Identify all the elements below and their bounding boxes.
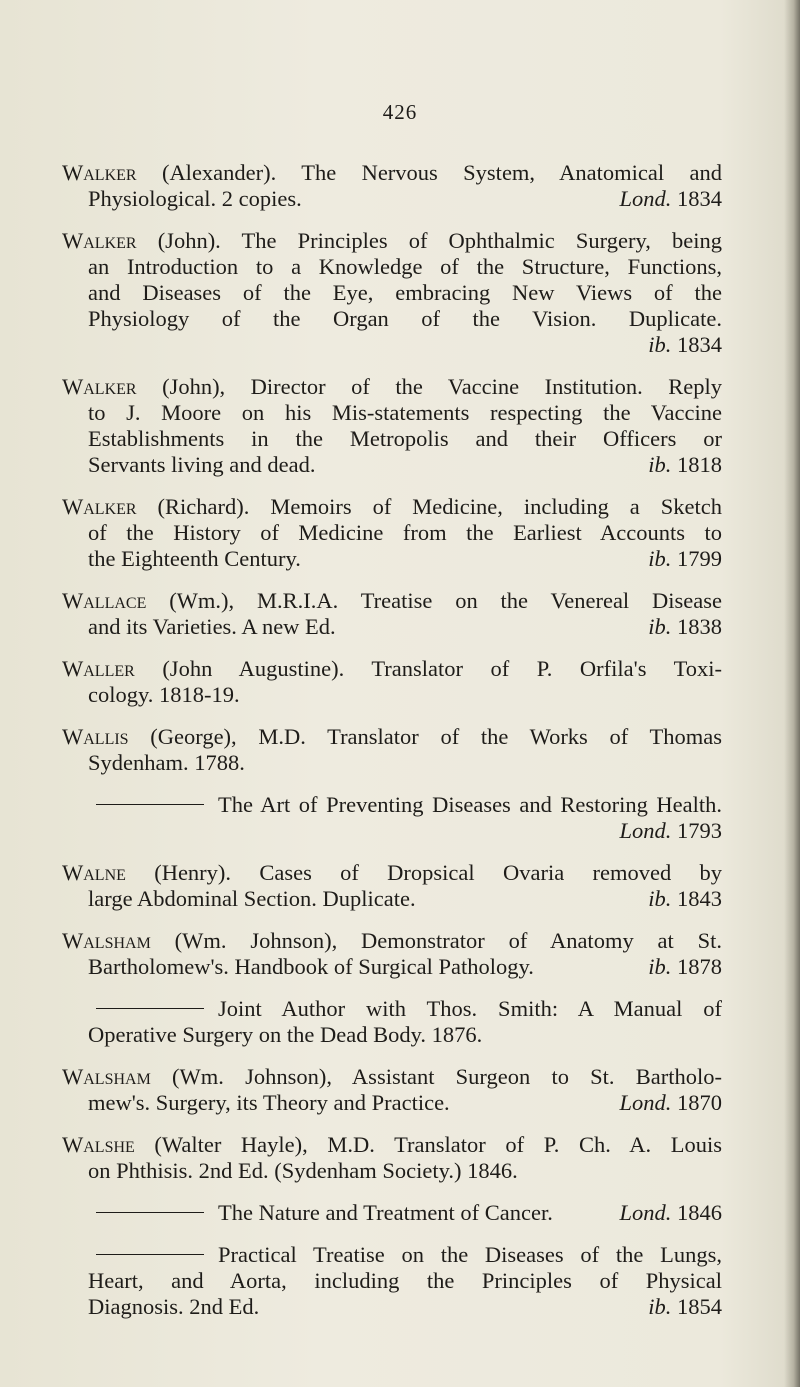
entry-line-text: [88, 886, 416, 912]
entry-text: Heart, and Aorta, including the Principles of Physical: [88, 1268, 722, 1293]
entry-text: (John). The Principles of Ophthalmic Surgery, being: [136, 228, 722, 253]
imprint-place: ib.: [648, 614, 672, 639]
entry-text: Sydenham. 1788.: [88, 750, 245, 775]
entry-line-text: [62, 374, 722, 400]
entry-line-text: [88, 254, 722, 280]
entry-line-text: [88, 426, 722, 452]
bibliography-entry: [62, 1064, 722, 1116]
entry-line: [62, 614, 722, 640]
imprint-year: 1878: [677, 954, 722, 979]
entry-text: mew's. Surgery, its Theory and Practice.: [88, 1090, 450, 1115]
imprint: [619, 186, 722, 212]
imprint: [648, 546, 722, 572]
entry-line: [62, 306, 722, 332]
author-surname: Walne: [62, 860, 126, 885]
imprint-place: Lond.: [619, 1090, 672, 1115]
entry-line: [62, 254, 722, 280]
entry-line: [62, 996, 722, 1022]
author-surname: Walker: [62, 374, 137, 399]
author-surname: Walsham: [62, 1064, 151, 1089]
entry-text: Operative Surgery on the Dead Body. 1876.: [88, 1022, 483, 1047]
entry-text: (George), M.D. Translator of the Works of Thomas: [128, 724, 722, 749]
entry-text: Diagnosis. 2nd Ed.: [88, 1294, 260, 1319]
entry-line: [62, 818, 722, 844]
entry-text: and Diseases of the Eye, embracing New Views of the: [88, 280, 722, 305]
entry-line: [62, 186, 722, 212]
ditto-dash: [96, 1008, 204, 1009]
entry-text: (John Augustine). Translator of P. Orfila's Toxi-: [134, 656, 722, 681]
entry-text: (Richard). Memoirs of Medicine, including a Sketch: [136, 494, 722, 519]
entry-text: The Nature and Treatment of Cancer.: [218, 1200, 553, 1225]
imprint-year: 1846: [677, 1200, 722, 1225]
entry-line-text: [62, 588, 722, 614]
entry-text: (Alexander). The Nervous System, Anatomical and: [136, 160, 722, 185]
imprint-place: ib.: [648, 1294, 672, 1319]
imprint-year: 1818: [677, 452, 722, 477]
bibliography-entry: [62, 996, 722, 1048]
entry-text: large Abdominal Section. Duplicate.: [88, 886, 416, 911]
entry-line: [62, 1242, 722, 1268]
imprint-year: 1870: [677, 1090, 722, 1115]
entry-line-text: [88, 280, 722, 306]
imprint: [619, 1200, 722, 1226]
entry-text: to J. Moore on his Mis-statements respecting the Vaccine: [88, 400, 722, 425]
entry-line-text: [88, 614, 336, 640]
entry-line: [62, 656, 722, 682]
imprint: [648, 1294, 722, 1320]
entry-line: [62, 1268, 722, 1294]
entry-line-text: [62, 928, 722, 954]
author-surname: Wallis: [62, 724, 129, 749]
bibliography-entry: [62, 860, 722, 912]
entry-line-text: [88, 818, 619, 844]
entry-line-text: [88, 332, 648, 358]
entry-text: cology. 1818-19.: [88, 682, 240, 707]
imprint: [648, 452, 722, 478]
entry-line-text: [62, 228, 722, 254]
bibliography-entry: [62, 1200, 722, 1226]
author-surname: Waller: [62, 656, 135, 681]
bibliography-entry: [62, 724, 722, 776]
imprint: [648, 954, 722, 980]
entry-line-text: [62, 1200, 553, 1226]
bibliography-entry: [62, 928, 722, 980]
entry-line: [62, 724, 722, 750]
entry-text: (Henry). Cases of Dropsical Ovaria removed by: [125, 860, 722, 885]
entry-line-text: [88, 750, 722, 776]
imprint-year: 1854: [677, 1294, 722, 1319]
entry-line: [62, 1132, 722, 1158]
entry-line-text: [88, 306, 722, 332]
entry-line-text: [62, 1132, 722, 1158]
entry-line: [62, 954, 722, 980]
entry-line-text: [62, 1242, 722, 1268]
entry-line: [62, 1294, 722, 1320]
entry-line-text: [88, 1294, 259, 1320]
entry-line-text: [62, 494, 722, 520]
bibliography-entry: [62, 656, 722, 708]
imprint: [648, 614, 722, 640]
entry-line: [62, 452, 722, 478]
imprint-year: 1834: [677, 186, 722, 211]
bibliography-entries: [62, 160, 722, 1336]
entry-line: [62, 1158, 722, 1184]
entry-line-text: [88, 1268, 722, 1294]
entry-line: [62, 426, 722, 452]
entry-line: [62, 792, 722, 818]
entry-line-text: [62, 792, 722, 818]
entry-text: on Phthisis. 2nd Ed. (Sydenham Society.) 1846.: [88, 1158, 518, 1183]
entry-text: Servants living and dead.: [88, 452, 316, 477]
entry-line-text: [62, 996, 722, 1022]
imprint: [619, 818, 722, 844]
imprint-year: 1834: [677, 332, 722, 357]
imprint-place: ib.: [648, 886, 672, 911]
author-surname: Walker: [62, 228, 137, 253]
entry-line-text: [62, 656, 722, 682]
entry-text: Physiological. 2 copies.: [88, 186, 302, 211]
entry-line: [62, 280, 722, 306]
entry-text: (Wm. Johnson), Assistant Surgeon to St. Bartholo-: [150, 1064, 722, 1089]
entry-text: (Walter Hayle), M.D. Translator of P. Ch. A. Louis: [134, 1132, 722, 1157]
entry-line-text: [88, 546, 301, 572]
entry-line: [62, 1090, 722, 1116]
imprint-place: ib.: [648, 332, 672, 357]
entry-text: the Eighteenth Century.: [88, 546, 301, 571]
entry-line: [62, 332, 722, 358]
imprint-place: Lond.: [619, 818, 672, 843]
entry-text: of the History of Medicine from the Earliest Accounts to: [88, 520, 722, 545]
entry-line-text: [88, 954, 534, 980]
entry-line-text: [88, 520, 722, 546]
author-surname: Walsham: [62, 928, 151, 953]
entry-line: [62, 750, 722, 776]
imprint: [619, 1090, 722, 1116]
author-surname: Walshe: [62, 1132, 135, 1157]
entry-text: an Introduction to a Knowledge of the Structure, Functions,: [88, 254, 722, 279]
entry-text: (Wm. Johnson), Demonstrator of Anatomy at St.: [150, 928, 722, 953]
entry-line: [62, 928, 722, 954]
entry-line: [62, 1022, 722, 1048]
ditto-dash: [96, 1212, 204, 1213]
entry-line: [62, 228, 722, 254]
entry-line-text: [88, 682, 722, 708]
imprint-year: 1838: [677, 614, 722, 639]
page-number: 426: [382, 100, 418, 124]
ditto-dash: [96, 1254, 204, 1255]
bibliography-entry: [62, 160, 722, 212]
entry-line-text: [62, 724, 722, 750]
entry-text: (John), Director of the Vaccine Institution. Reply: [136, 374, 722, 399]
imprint-year: 1799: [677, 546, 722, 571]
page-edge-shadow: [784, 0, 800, 1387]
imprint-year: 1793: [677, 818, 722, 843]
bibliography-entry: [62, 588, 722, 640]
imprint-place: Lond.: [619, 1200, 672, 1225]
entry-line: [62, 1064, 722, 1090]
entry-text: Establishments in the Metropolis and their Officers or: [88, 426, 722, 451]
entry-line: [62, 374, 722, 400]
entry-line-text: [62, 160, 722, 186]
entry-line: [62, 588, 722, 614]
imprint-year: 1843: [677, 886, 722, 911]
imprint-place: ib.: [648, 954, 672, 979]
bibliography-entry: [62, 374, 722, 478]
entry-line-text: [88, 1158, 722, 1184]
entry-line-text: [88, 1090, 450, 1116]
bibliography-entry: [62, 1242, 722, 1320]
entry-text: (Wm.), M.R.I.A. Treatise on the Venereal Disease: [146, 588, 722, 613]
bibliography-entry: [62, 1132, 722, 1184]
entry-line: [62, 682, 722, 708]
imprint-place: Lond.: [619, 186, 672, 211]
entry-line-text: [62, 1064, 722, 1090]
imprint-place: ib.: [648, 546, 672, 571]
entry-line: [62, 886, 722, 912]
imprint: [648, 886, 722, 912]
entry-line: [62, 546, 722, 572]
entry-text: Joint Author with Thos. Smith: A Manual of: [218, 996, 722, 1021]
entry-line: [62, 1200, 722, 1226]
bibliography-entry: [62, 494, 722, 572]
imprint: [648, 332, 722, 358]
bibliography-entry: [62, 228, 722, 358]
entry-text: The Art of Preventing Diseases and Restoring Health.: [218, 792, 722, 817]
entry-line: [62, 160, 722, 186]
entry-text: Practical Treatise on the Diseases of the Lungs,: [218, 1242, 722, 1267]
entry-line-text: [62, 860, 722, 886]
entry-text: and its Varieties. A new Ed.: [88, 614, 336, 639]
entry-line: [62, 400, 722, 426]
imprint-place: ib.: [648, 452, 672, 477]
author-surname: Walker: [62, 494, 137, 519]
entry-text: Bartholomew's. Handbook of Surgical Pathology.: [88, 954, 534, 979]
bibliography-entry: [62, 792, 722, 844]
entry-line-text: [88, 400, 722, 426]
entry-line-text: [88, 1022, 722, 1048]
entry-line-text: [88, 452, 315, 478]
entry-line-text: [88, 186, 302, 212]
entry-text: Physiology of the Organ of the Vision. Duplicate.: [88, 306, 722, 331]
author-surname: Wallace: [62, 588, 147, 613]
entry-line: [62, 860, 722, 886]
entry-line: [62, 494, 722, 520]
ditto-dash: [96, 804, 204, 805]
entry-line: [62, 520, 722, 546]
author-surname: Walker: [62, 160, 137, 185]
